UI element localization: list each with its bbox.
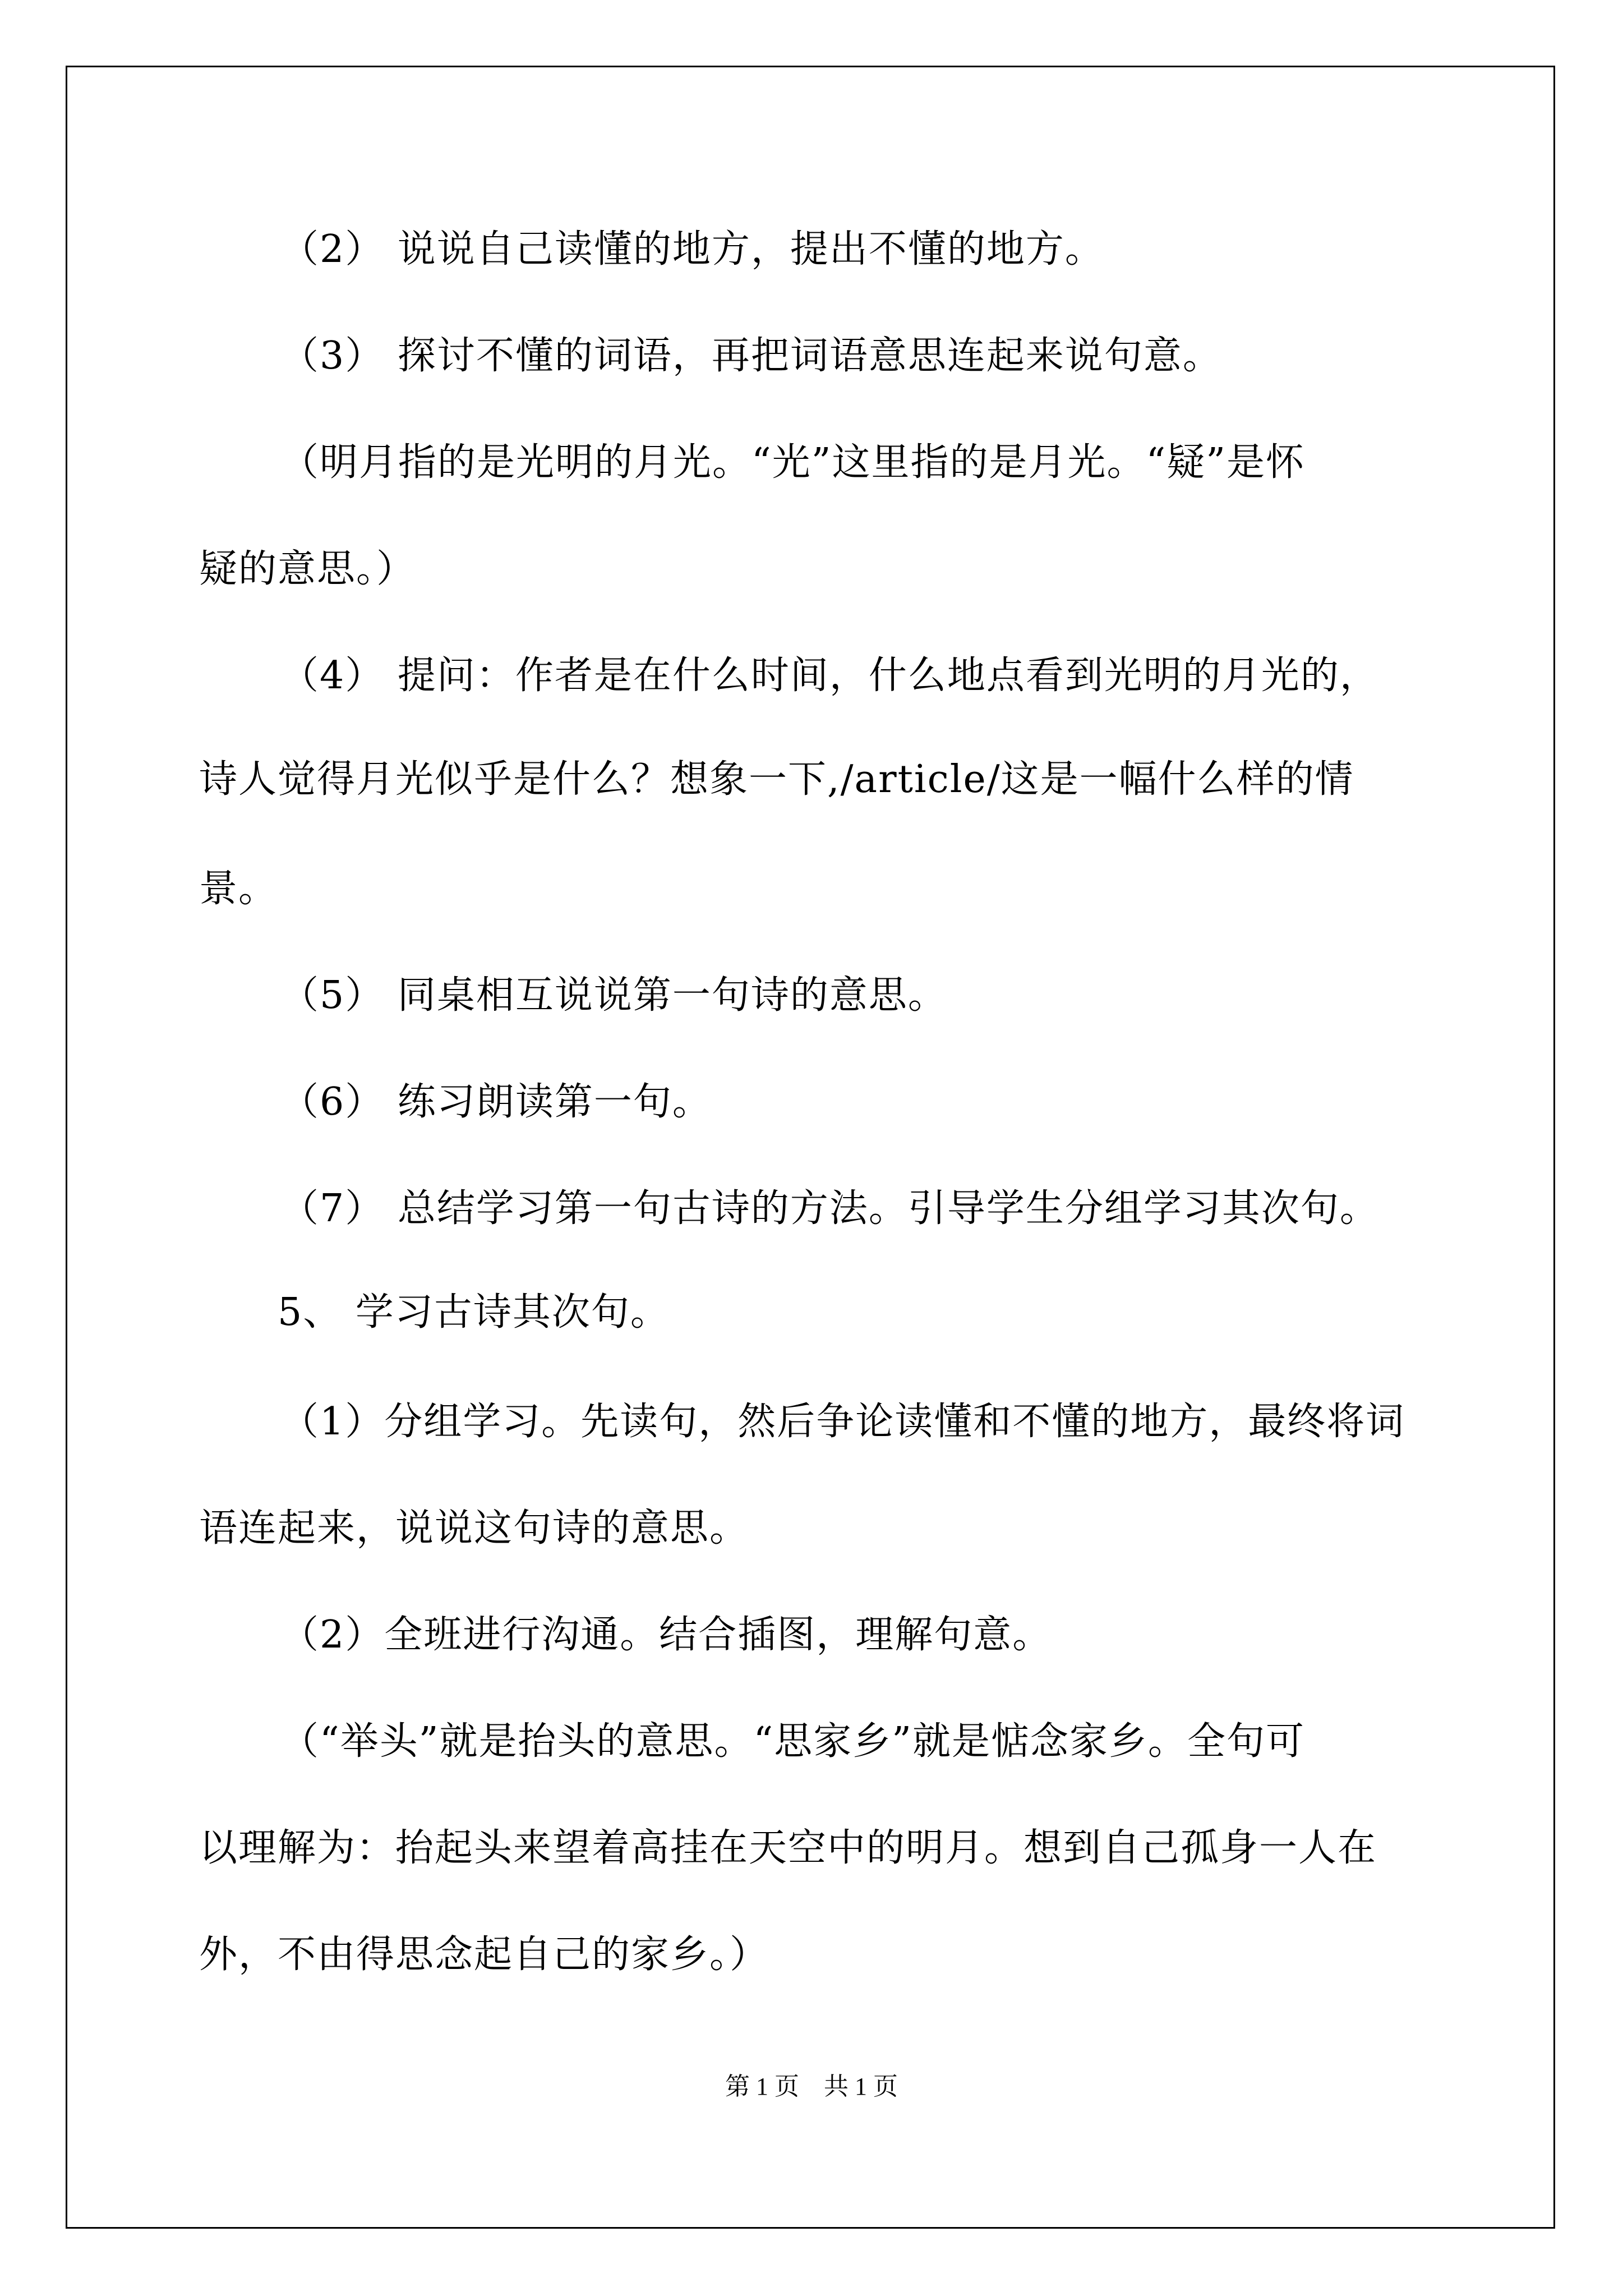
paragraph-line: 诗人觉得月光似乎是什么？想象一下,/article/这是一幅什么样的情 xyxy=(199,757,1354,802)
paragraph-line: （明月指的是光明的月光。“光”这里指的是月光。“疑”是怀 xyxy=(280,440,1306,485)
paragraph-line: （1）分组学习。先读句，然后争论读懂和不懂的地方，最终将词 xyxy=(280,1400,1405,1444)
paragraph-line: 疑的意思。） xyxy=(199,547,416,591)
paragraph-line: 语连起来，说说这句诗的意思。 xyxy=(199,1506,749,1550)
paragraph-line: （“举头”就是抬头的意思。“思家乡”就是惦念家乡。全句可 xyxy=(280,1719,1306,1764)
page-number-footer: 第 1 页 共 1 页 xyxy=(725,2073,898,2100)
paragraph-line: 景。 xyxy=(199,867,278,911)
paragraph-line: （2）全班进行沟通。结合插图，理解句意。 xyxy=(280,1613,1052,1657)
paragraph-line: （6） 练习朗读第一句。 xyxy=(280,1080,712,1124)
paragraph-line: 以理解为：抬起头来望着高挂在天空中的明月。想到自己孤身一人在 xyxy=(199,1826,1377,1870)
paragraph-line: （5） 同桌相互说说第一句诗的意思。 xyxy=(280,973,947,1018)
section-heading: 5、 学习古诗其次句。 xyxy=(278,1290,670,1335)
paragraph-line: （4） 提问：作者是在什么时间，什么地点看到光明的月光的， xyxy=(280,654,1379,698)
page-border xyxy=(66,66,1555,2229)
paragraph-line: （2） 说说自己读懂的地方，提出不懂的地方。 xyxy=(280,227,1104,272)
paragraph-line: 外，不由得思念起自己的家乡。） xyxy=(199,1932,769,1977)
paragraph-line: （7） 总结学习第一句古诗的方法。引导学生分组学习其次句。 xyxy=(280,1186,1379,1231)
paragraph-line: （3） 探讨不懂的词语，再把词语意思连起来说句意。 xyxy=(280,334,1222,378)
